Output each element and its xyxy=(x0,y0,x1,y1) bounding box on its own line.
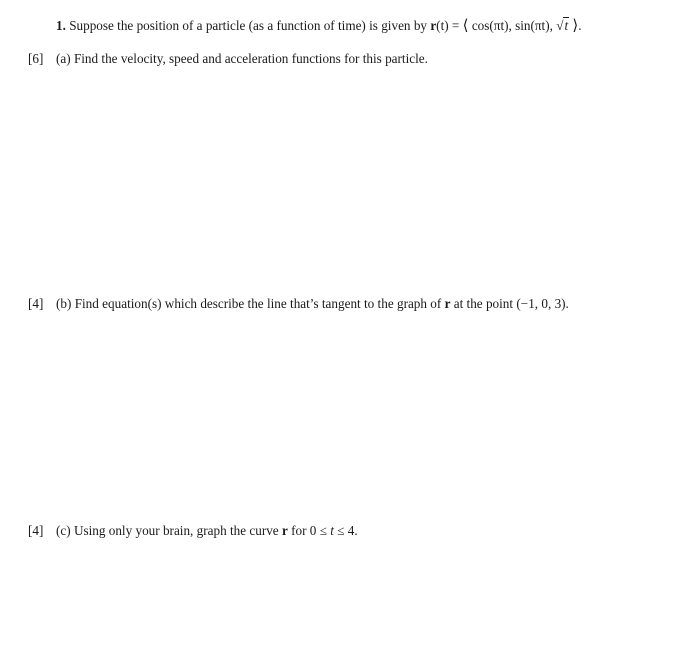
position-vector-symbol: r xyxy=(430,18,437,33)
part-b-r-symbol: r xyxy=(444,296,451,311)
part-b xyxy=(56,295,569,312)
position-function-arg: (t) = xyxy=(436,18,463,33)
question-1-statement xyxy=(56,17,582,35)
part-a-label: (a) xyxy=(56,51,71,66)
part-c-label: (c) xyxy=(56,523,71,538)
part-c-text-before: Using only your brain, graph the curve xyxy=(73,523,279,538)
angle-bracket-open: ⟨ xyxy=(462,18,469,34)
statement-period: . xyxy=(578,18,582,33)
part-b-points: [4] xyxy=(28,296,44,311)
sqrt-sign: √ xyxy=(556,18,564,33)
part-c-text-for: for 0 ≤ xyxy=(291,523,327,538)
part-c-r-symbol: r xyxy=(281,523,288,538)
vector-components: cos(πt), sin(πt), xyxy=(471,18,553,33)
sqrt-argument: t xyxy=(564,18,569,33)
part-a-points: [6] xyxy=(28,51,44,66)
angle-bracket-close: ⟩ xyxy=(572,18,579,34)
part-c xyxy=(56,522,358,539)
part-b-text-after: at the point (−1, 0, 3). xyxy=(453,296,569,311)
part-c-t-variable: t xyxy=(330,523,334,538)
question-intro: Suppose the position of a particle (as a function of time) is given by xyxy=(69,18,428,33)
part-b-label: (b) xyxy=(56,296,72,311)
part-b-text-before: Find equation(s) which describe the line that’s tangent to the graph of xyxy=(74,296,442,311)
part-a-text: Find the velocity, speed and acceleration functions for this particle. xyxy=(73,51,428,66)
part-a xyxy=(56,50,428,67)
part-c-text-after: ≤ 4. xyxy=(337,523,358,538)
part-c-points: [4] xyxy=(28,523,44,538)
sqrt-t xyxy=(556,17,569,34)
question-number: 1. xyxy=(56,18,66,33)
